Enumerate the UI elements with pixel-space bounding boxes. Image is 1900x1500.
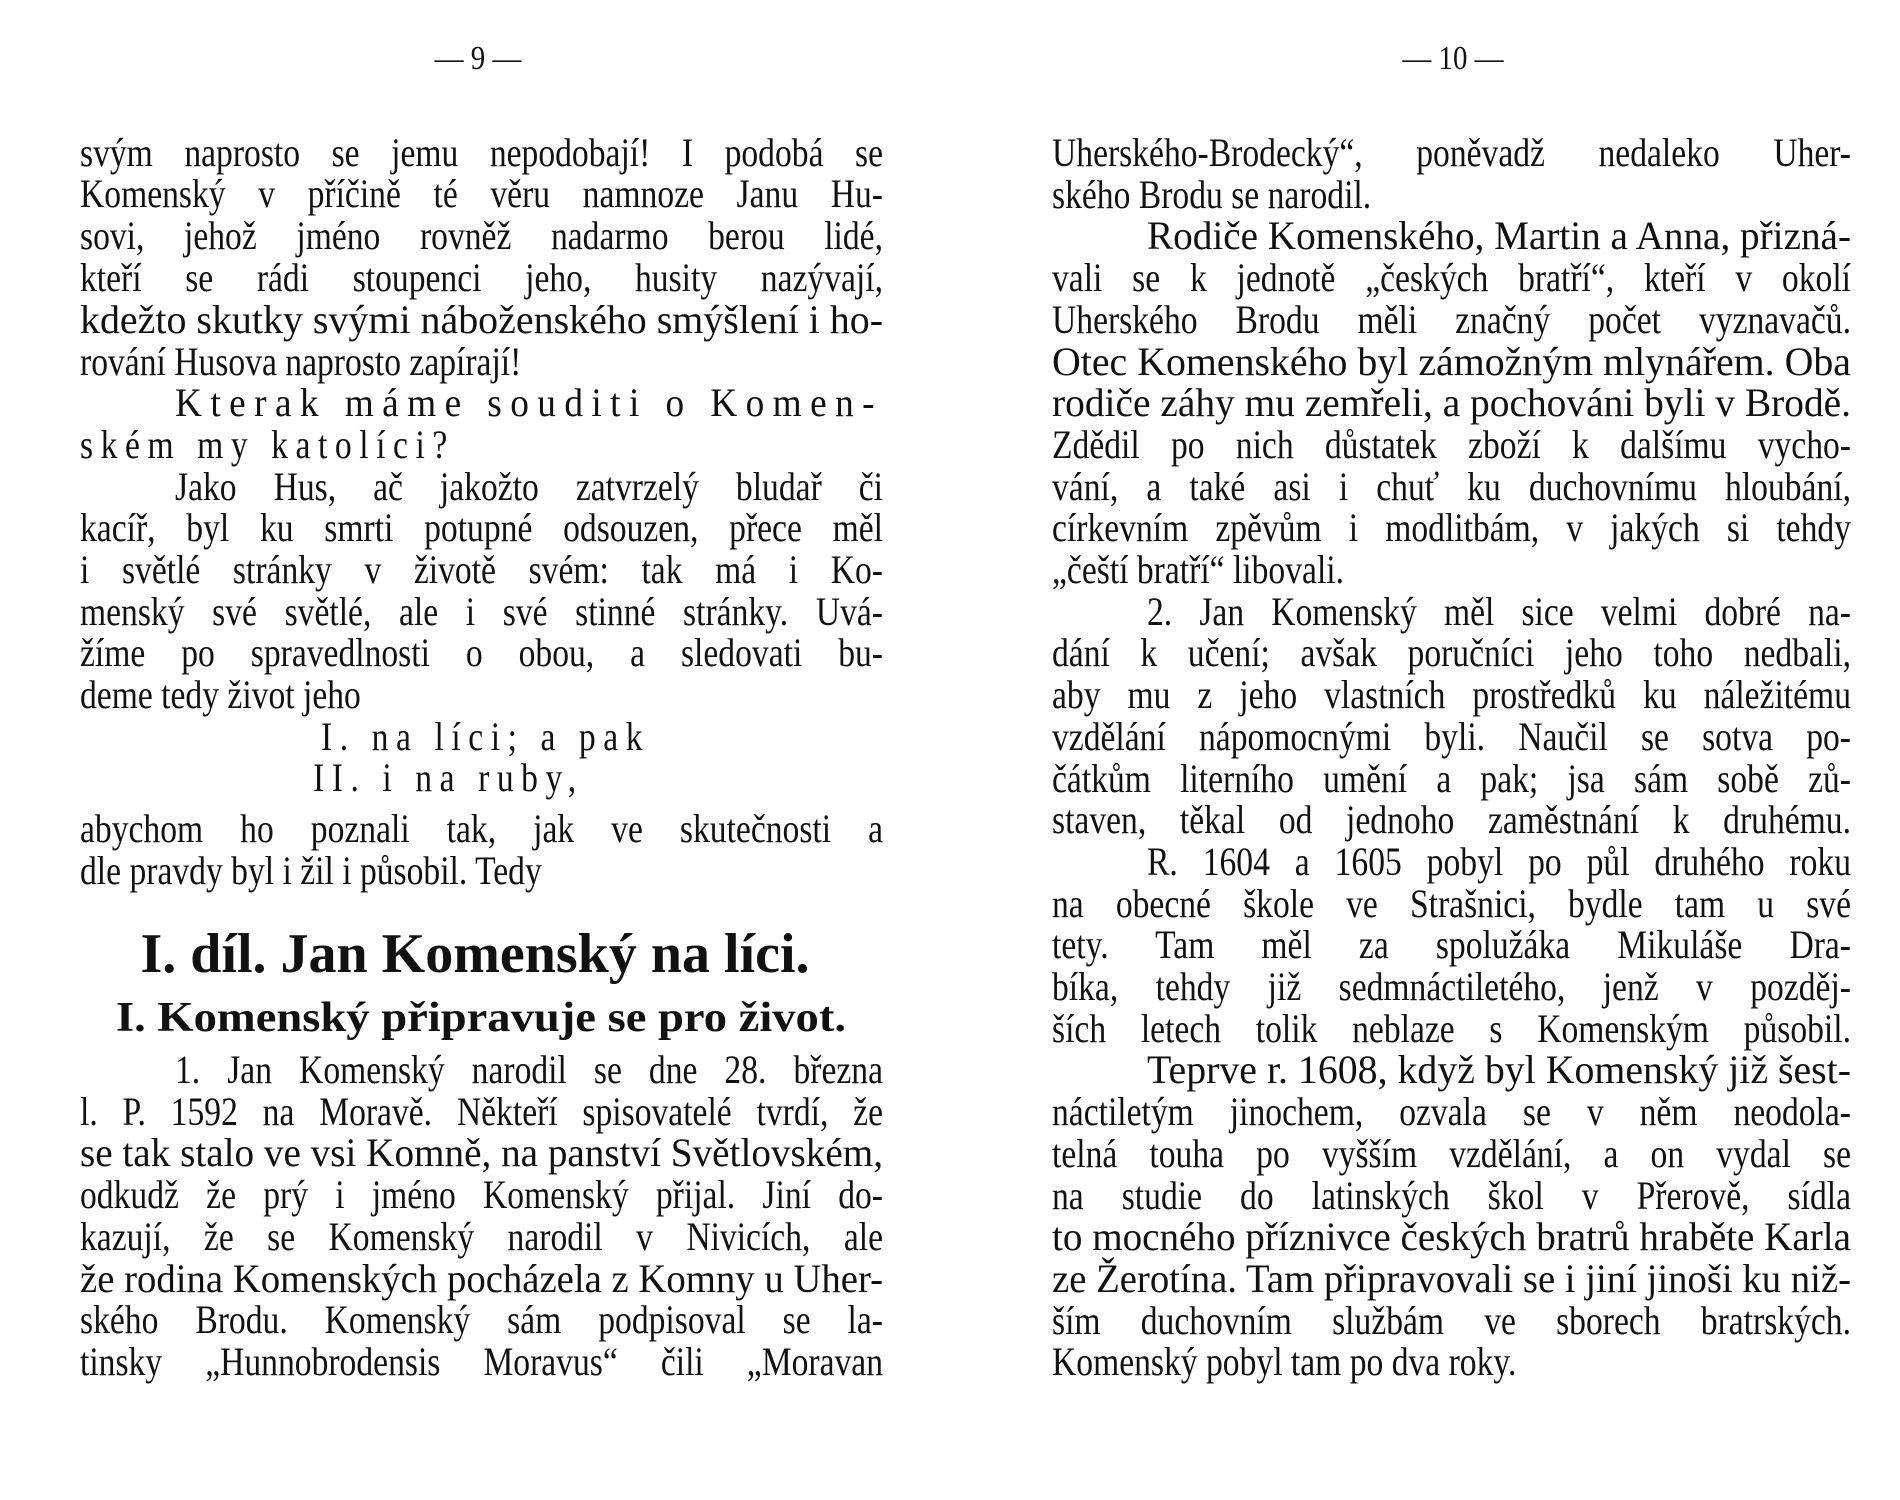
text-line	[1052, 298, 1851, 342]
text-line-content: na obecné škole ve Strašnici, bydle tam u své	[1052, 880, 1851, 926]
text-line	[80, 1257, 883, 1301]
text-line-content: 2. Jan Komenský měl sice velmi dobré na-	[1147, 588, 1851, 634]
text-line-content: církevním zpěvům i modlitbám, v jakých si tehdy	[1052, 505, 1852, 551]
text-line	[1052, 631, 1851, 675]
text-line-content: vzdělání nápomocnými byli. Naučil se sotva po-	[1052, 713, 1851, 759]
text-line-content: ze Žerotína. Tam připravovali se i jiní jinoši ku niž-	[1052, 1255, 1851, 1301]
text-line-content: svým naprosto se jemu nepodobají! I podobá se	[80, 130, 884, 175]
text-line-content: menský své světlé, ale i své stinné stránky. Uvá-	[80, 589, 884, 634]
text-line-content: na studie do latinských škol v Přerově, sídla	[1052, 1172, 1851, 1218]
text-line-content: Komenský pobyl tam po dva roky.	[1052, 1339, 1517, 1385]
text-line-content: ších letech tolik neblaze s Komenským působil.	[1052, 1005, 1851, 1051]
text-line	[1052, 673, 1851, 717]
text-line-content: ském my katolíci?	[80, 422, 455, 467]
text-line	[80, 214, 883, 258]
text-line	[80, 1215, 883, 1259]
text-line	[1052, 965, 1851, 1009]
text-line-content: kazují, že se Komenský narodil v Nivicích, ale	[80, 1213, 884, 1259]
text-line	[1052, 465, 1851, 509]
text-line	[80, 548, 883, 592]
text-line	[313, 756, 883, 800]
part-heading-text: I. díl. Jan Komenský na líci.	[140, 923, 810, 985]
text-line-content: i světlé stránky v životě svém: tak má i Ko-	[80, 547, 884, 592]
text-line-content: sovi, jehož jméno rovněž nadarmo berou lidé,	[80, 213, 884, 258]
text-line	[1052, 715, 1851, 759]
text-line-content: abychom ho poznali tak, jak ve skutečnosti a	[80, 806, 884, 851]
text-line	[1147, 1048, 1851, 1092]
text-line-content: aby mu z jeho vlastních prostředků ku náležitému	[1052, 672, 1851, 718]
text-line	[80, 172, 883, 216]
text-line-content: kteří se rádi stoupenci jeho, husity nazývají,	[80, 255, 884, 300]
text-line-content: kacíř, byl ku smrti potupné odsouzen, přece měl	[80, 505, 884, 550]
text-line-content: rodiče záhy mu zemřeli, a pochováni byli v Brodě.	[1052, 380, 1851, 426]
text-line	[1147, 590, 1851, 634]
text-line	[1052, 256, 1851, 300]
text-line-content: tety. Tam měl za spolužáka Mikuláše Dra-	[1052, 922, 1851, 968]
text-line	[80, 807, 883, 851]
text-line-content: čátkům literního umění a pak; jsa sám sobě zů-	[1052, 755, 1852, 801]
text-line-content: telná touha po vyšším vzdělání, a on vydal se	[1052, 1130, 1852, 1176]
text-line-content: „čeští bratří“ libovali.	[1052, 547, 1345, 592]
text-line-content: tinsky „Hunnobrodensis Moravus“ čili „Moravan	[80, 1338, 884, 1384]
text-line-content: Uherského-Brodecký“, poněvadž nedaleko Uher-	[1052, 130, 1851, 175]
text-line	[1052, 882, 1851, 926]
text-line-content: l. P. 1592 na Moravě. Někteří spisovatelé tvrdí, že	[80, 1088, 884, 1134]
text-line-content: ského Brodu. Komenský sám podpisoval se la-	[80, 1297, 884, 1343]
text-line	[1052, 173, 1851, 217]
text-line	[80, 590, 883, 634]
text-line	[80, 631, 883, 675]
text-line	[80, 298, 883, 342]
text-line	[1052, 1174, 1851, 1218]
text-line-content: I. na líci; a pak	[321, 714, 651, 759]
text-line	[1052, 131, 1851, 175]
text-line-content: Uherského Brodu měli značný počet vyznavačů.	[1052, 296, 1851, 342]
text-line-content: ského Brodu se narodil.	[1052, 171, 1372, 217]
text-line-content: Teprve r. 1608, když byl Komenský již šest-	[1147, 1047, 1851, 1093]
text-line	[80, 1173, 883, 1217]
text-line-content: staven, těkal od jednoho zaměstnání k druhému.	[1052, 797, 1851, 843]
text-line-content: Zdědil po nich důstatek zboží k dalšímu vycho-	[1052, 421, 1852, 467]
text-line	[80, 1298, 883, 1342]
text-line-content: bíka, tehdy již sedmnáctiletého, jenž v pozděj-	[1052, 964, 1851, 1009]
text-line-content: vali se k jednotě „českých bratří“, kteří v okolí	[1052, 255, 1851, 301]
text-line	[1052, 1007, 1851, 1051]
text-line-content: žíme po spravedlnosti o obou, a sledovati bu-	[80, 630, 884, 675]
text-line-content: ším duchovním službám ve sborech bratrských.	[1052, 1297, 1851, 1343]
text-line	[175, 381, 883, 425]
text-line-content: kdežto skutky svými náboženského smýšlení i ho-	[80, 297, 883, 342]
text-line	[1052, 423, 1851, 467]
text-line	[80, 849, 883, 893]
text-line	[80, 673, 883, 717]
text-line-content: se tak stalo ve vsi Komně, na panství Světlovském,	[80, 1130, 883, 1176]
text-line-content: 1. Jan Komenský narodil se dne 28. března	[175, 1047, 884, 1092]
text-line	[1052, 798, 1851, 842]
text-line	[1052, 757, 1851, 801]
right-page	[950, 0, 1900, 1500]
text-line-content: dle pravdy byl i žil i působil. Tedy	[80, 848, 542, 893]
text-line-content: dání k učení; avšak poručníci jeho toho nedbali,	[1052, 630, 1851, 676]
text-line	[1052, 548, 1851, 592]
text-line	[80, 1340, 883, 1384]
text-line	[1052, 381, 1851, 425]
text-line	[1052, 923, 1851, 967]
text-line	[80, 423, 883, 467]
page-number: — 10 —	[1402, 40, 1504, 77]
text-line-content: Jako Hus, ač jakožto zatvrzelý bludař či	[175, 464, 884, 509]
text-line-content: Otec Komenského byl zámožným mlynářem. Oba	[1052, 338, 1851, 384]
text-line-content: to mocného příznivce českých bratrů hraběte Karla	[1052, 1214, 1851, 1260]
text-line	[1147, 214, 1851, 258]
text-line-content: deme tedy život jeho	[80, 672, 361, 717]
text-line	[80, 1131, 883, 1175]
text-line	[80, 340, 883, 384]
text-line	[80, 1090, 883, 1134]
part-heading	[140, 922, 810, 986]
text-line-content: rování Husova naprosto zapírají!	[80, 339, 522, 384]
text-line-content: Komenský v příčině té věru namnoze Janu Hu-	[80, 171, 884, 216]
text-line	[1052, 340, 1851, 384]
text-line	[1052, 1340, 1851, 1384]
text-line-content: že rodina Komenských pocházela z Komny u Uher-	[80, 1255, 883, 1301]
text-line	[175, 465, 883, 509]
text-line	[1052, 1257, 1851, 1301]
text-line	[1052, 1090, 1851, 1134]
text-line	[80, 506, 883, 550]
text-line	[1052, 1299, 1851, 1343]
text-line-content: náctiletým jinochem, ozvala se v něm neodola-	[1052, 1089, 1851, 1135]
text-line	[175, 1048, 883, 1092]
text-line-content: odkudž že prý i jméno Komenský přijal. Jiní do-	[80, 1172, 884, 1218]
chapter-heading-text: I. Komenský připravuje se pro život.	[116, 995, 846, 1041]
chapter-heading	[116, 994, 846, 1042]
text-line	[1147, 840, 1851, 884]
text-line	[321, 715, 883, 759]
text-line	[1052, 506, 1851, 550]
text-line-content: Rodiče Komenského, Martin a Anna, přizná-	[1147, 213, 1851, 259]
text-line-content: vání, a také asi i chuť ku duchovnímu hloubání,	[1052, 463, 1852, 509]
text-line	[80, 256, 883, 300]
text-line-content: Kterak máme souditi o Komen-	[175, 380, 883, 425]
page-number: — 9 —	[434, 40, 522, 77]
text-line	[1052, 1132, 1851, 1176]
text-line	[1052, 1215, 1851, 1259]
text-line-content: R. 1604 a 1605 pobyl po půl druhého roku	[1147, 838, 1851, 884]
text-line	[80, 131, 883, 175]
text-line-content: II. i na ruby,	[313, 755, 584, 800]
